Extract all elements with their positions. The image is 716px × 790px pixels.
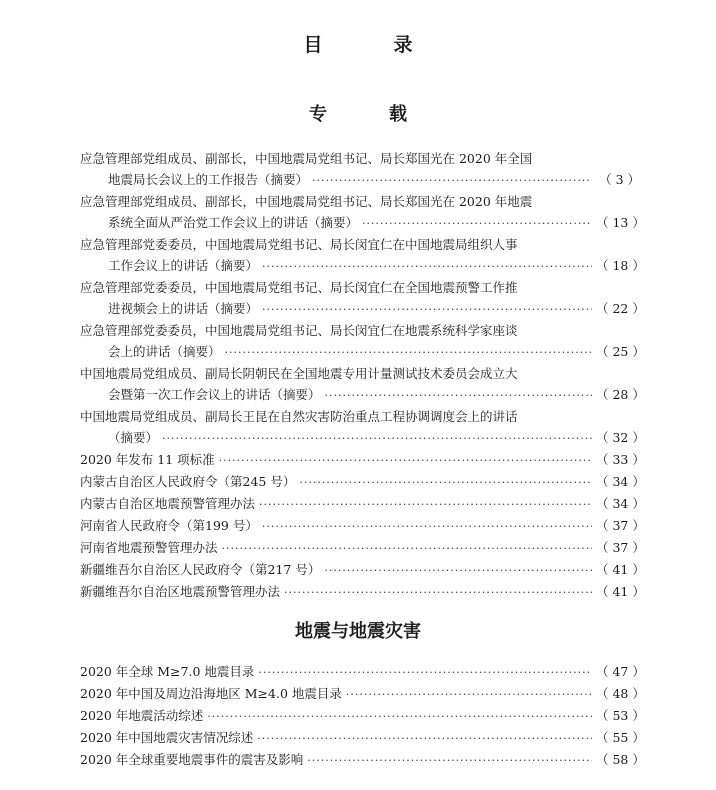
page-number: （ 33 ） xyxy=(596,452,645,467)
page-number: （ 13 ） xyxy=(596,215,645,230)
dot-leader xyxy=(324,560,592,581)
dot-leader xyxy=(162,428,592,449)
toc-entry[interactable] xyxy=(80,406,645,449)
toc-entry-title: 2020 年全球 M≥7.0 地震目录 xyxy=(80,664,255,679)
toc-entry-title: 会暨第一次工作会议上的讲话（摘要） xyxy=(108,387,321,402)
toc-entry[interactable] xyxy=(80,471,645,493)
toc-entry[interactable] xyxy=(80,559,645,581)
toc-entry-title: 应急管理部党委委员，中国地震局党组书记、局长闵宜仁在地震系统科学家座谈 xyxy=(80,323,518,338)
page-number: （ 32 ） xyxy=(596,430,645,445)
toc-entry-title: 2020 年中国地震灾害情况综述 xyxy=(80,730,254,745)
toc-entry[interactable] xyxy=(80,661,645,683)
dot-leader xyxy=(222,538,592,559)
toc-entry-title: 2020 年发布 11 项标准 xyxy=(80,452,215,467)
page-number: （ 47 ） xyxy=(596,664,645,679)
page-number: （ 41 ） xyxy=(596,584,645,599)
toc-entry-title: （摘要） xyxy=(108,430,159,445)
toc-entry[interactable] xyxy=(80,363,645,406)
toc-entry-title: 2020 年中国及周边沿海地区 M≥4.0 地震目录 xyxy=(80,686,342,701)
page-number: （ 34 ） xyxy=(596,496,645,511)
section-title-earthquakes: 地震与地震灾害 xyxy=(295,621,421,642)
page-number: （ 22 ） xyxy=(596,301,645,316)
toc-entry[interactable] xyxy=(80,449,645,471)
dot-leader xyxy=(346,684,592,705)
toc-entry[interactable] xyxy=(80,234,645,277)
toc-entry[interactable] xyxy=(80,320,645,363)
page-title: 目 录 xyxy=(303,34,439,56)
toc-entry[interactable] xyxy=(80,493,645,515)
dot-leader xyxy=(312,170,592,191)
toc-entry-title: 新疆维吾尔自治区人民政府令（第217 号） xyxy=(80,562,321,577)
toc-entry[interactable] xyxy=(80,515,645,537)
dot-leader xyxy=(325,385,592,406)
page-number: （ 58 ） xyxy=(596,752,645,767)
page-number: （ 37 ） xyxy=(596,540,645,555)
toc-entry-title: 新疆维吾尔自治区地震预警管理办法 xyxy=(80,584,281,599)
toc-list-special xyxy=(80,148,645,603)
toc-entry[interactable] xyxy=(80,191,645,234)
page-number: （ 28 ） xyxy=(596,387,645,402)
dot-leader xyxy=(207,706,592,727)
dot-leader xyxy=(262,516,592,537)
toc-entry-title: 地震局长会议上的工作报告（摘要） xyxy=(108,172,309,187)
toc-entry-title: 内蒙古自治区地震预警管理办法 xyxy=(80,496,256,511)
dot-leader xyxy=(219,450,592,471)
dot-leader xyxy=(225,342,592,363)
toc-entry[interactable] xyxy=(80,148,640,191)
dot-leader xyxy=(258,662,592,683)
dot-leader xyxy=(362,213,592,234)
toc-entry-title: 2020 年地震活动综述 xyxy=(80,708,204,723)
page-number: （ 53 ） xyxy=(596,708,645,723)
toc-entry-title: 2020 年全球重要地震事件的震害及影响 xyxy=(80,752,304,767)
toc-entry-title: 河南省地震预警管理办法 xyxy=(80,540,218,555)
toc-entry-title: 中国地震局党组成员、副局长阴朝民在全国地震专用计量测试技术委员会成立大 xyxy=(80,366,518,381)
toc-entry-title: 工作会议上的讲话（摘要） xyxy=(108,258,259,273)
page-number: （ 41 ） xyxy=(596,562,645,577)
section-title-special: 专 载 xyxy=(309,104,429,125)
page-number: （ 48 ） xyxy=(596,686,645,701)
toc-entry[interactable] xyxy=(80,581,645,603)
toc-entry[interactable] xyxy=(80,705,645,727)
toc-entry-title: 中国地震局党组成员、副局长王昆在自然灾害防治重点工程协调调度会上的讲话 xyxy=(80,409,518,424)
dot-leader xyxy=(262,299,592,320)
toc-entry[interactable] xyxy=(80,277,645,320)
toc-list-earthquakes xyxy=(80,661,645,771)
page-number: （ 25 ） xyxy=(596,344,645,359)
toc-entry-title: 应急管理部党委委员，中国地震局党组书记、局长闵宜仁在全国地震预警工作推 xyxy=(80,280,518,295)
toc-entry-title: 应急管理部党委委员，中国地震局党组书记、局长闵宜仁在中国地震局组织人事 xyxy=(80,237,518,252)
dot-leader xyxy=(259,494,592,515)
dot-leader xyxy=(257,728,592,749)
toc-entry[interactable] xyxy=(80,537,645,559)
toc-entry[interactable] xyxy=(80,683,645,705)
page-number: （ 34 ） xyxy=(596,474,645,489)
page-number: （ 37 ） xyxy=(596,518,645,533)
toc-entry[interactable] xyxy=(80,749,645,771)
toc-entry-title: 应急管理部党组成员、副部长，中国地震局党组书记、局长郑国光在 2020 年地震 xyxy=(80,194,533,209)
toc-entry[interactable] xyxy=(80,727,645,749)
toc-entry-title: 会上的讲话（摘要） xyxy=(108,344,221,359)
page-number: （ 18 ） xyxy=(596,258,645,273)
toc-entry-title: 应急管理部党组成员、副部长，中国地震局党组书记、局长郑国光在 2020 年全国 xyxy=(80,151,533,166)
page-number: （ 55 ） xyxy=(596,730,645,745)
toc-entry-title: 内蒙古自治区人民政府令（第245 号） xyxy=(80,474,296,489)
toc-entry-title: 进视频会上的讲话（摘要） xyxy=(108,301,259,316)
dot-leader xyxy=(284,582,592,603)
toc-entry-title: 河南省人民政府令（第199 号） xyxy=(80,518,258,533)
toc-entry-title: 系统全面从严治党工作会议上的讲话（摘要） xyxy=(108,215,359,230)
dot-leader xyxy=(262,256,592,277)
dot-leader xyxy=(299,472,592,493)
dot-leader xyxy=(307,750,592,771)
page-number: （ 3 ） xyxy=(599,172,640,187)
